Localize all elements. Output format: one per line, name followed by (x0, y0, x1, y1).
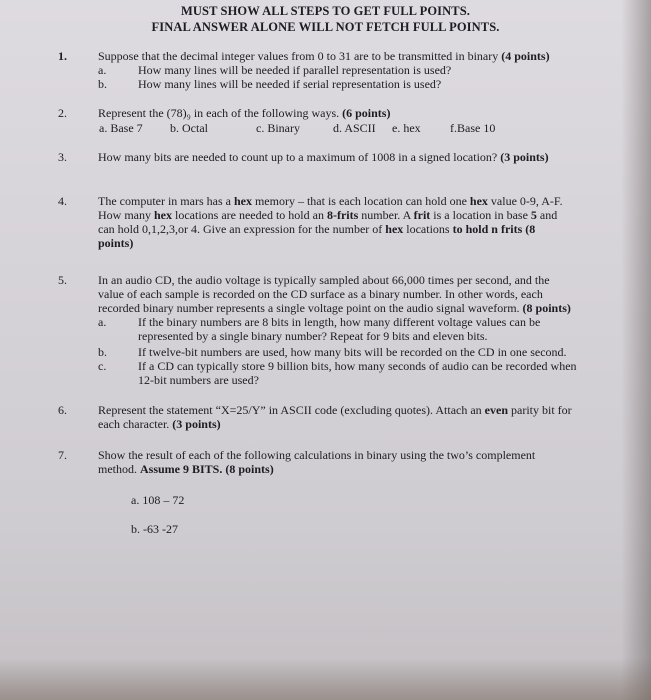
part-label: b. (98, 77, 107, 91)
text-run: (8 (522, 222, 536, 236)
question-number: 4. (58, 194, 67, 208)
part-text: How many lines will be needed if serial representation is used? (138, 77, 442, 91)
table-surface (0, 658, 651, 700)
part-line: 12-bit numbers are used? (138, 373, 259, 387)
text-run: recorded binary number represents a single voltage point on the audio signal waveform. (98, 301, 523, 315)
points-label: (3 points) (500, 150, 549, 164)
part-text (138, 315, 610, 343)
text-run: The computer in mars has a (98, 194, 234, 208)
text-run: 5 (530, 208, 537, 222)
option-octal: b. Octal (170, 121, 208, 135)
calculation-b: b. -63 -27 (131, 522, 178, 536)
part-line: represented by a single binary number? Repeat for 9 bits and eleven bits. (138, 329, 488, 343)
text-run: Assume 9 BITS. (8 points) (140, 462, 274, 476)
question-body (98, 403, 610, 431)
text-run: hex (154, 208, 172, 222)
question-line (98, 462, 610, 476)
question-stem (98, 49, 610, 63)
part-line: If the binary numbers are 8 bits in length, how many different voltage values can be (138, 315, 541, 329)
points-label: points) (98, 236, 134, 250)
question-line (98, 222, 610, 236)
points-label: (8 points) (522, 301, 571, 315)
calculation-a: a. 108 – 72 (131, 493, 185, 507)
part-text: If twelve-bit numbers are used, how many bits will be recorded on the CD in one second. (138, 345, 567, 359)
text-run: and (536, 208, 558, 222)
text-run: value 0-9, A-F. (487, 194, 563, 208)
text-run: hex (469, 194, 488, 208)
question-stem (98, 150, 610, 164)
text-run: even (484, 403, 508, 417)
question-number: 3. (58, 150, 67, 164)
part-label: c. (98, 359, 107, 373)
question-line: Show the result of each of the following calculations in binary using the two’s complement (98, 448, 536, 462)
part-label: a. (98, 63, 107, 77)
text-run: method. (98, 462, 140, 476)
points-label: (3 points) (172, 417, 221, 431)
text-run: Represent the statement “X=25/Y” in ASCII code (excluding quotes). Attach an (98, 403, 485, 417)
option-binary: c. Binary (256, 121, 300, 135)
part-label: b. (98, 345, 107, 359)
question-line (98, 403, 610, 417)
stem-text: How many bits are needed to count up to a maximum of 1008 in a signed location? (98, 150, 498, 164)
text-run: hex (385, 222, 404, 236)
part-text (138, 359, 610, 387)
instruction-line-1: MUST SHOW ALL STEPS TO GET FULL POINTS. (181, 4, 470, 18)
question-body (98, 194, 610, 250)
text-run: frit (413, 208, 431, 222)
page-edge-shadow (621, 0, 651, 700)
text-run: 8-frits (326, 208, 359, 222)
question-line (98, 236, 610, 250)
question-body (98, 448, 610, 476)
question-number: 5. (58, 273, 67, 287)
stem-text: Represent the (78)₉ in each of the following ways. (98, 106, 340, 120)
text-run: to hold n frits (452, 222, 523, 236)
question-line: In an audio CD, the audio voltage is typically sampled about 66,000 times per second, and the (98, 273, 550, 287)
text-run: can hold 0,1,2,3,or 4. Give an expression for the number of (98, 222, 386, 236)
option-hex: e. hex (392, 121, 421, 135)
text-run: number. A (358, 208, 414, 222)
points-label: (6 points) (342, 106, 391, 120)
part-line: If a CD can typically store 9 billion bits, how many seconds of audio can be recorded when (138, 359, 577, 373)
part-text: How many lines will be needed if parallel representation is used? (138, 63, 452, 77)
question-number: 2. (58, 106, 67, 120)
question-number: 1. (58, 49, 67, 63)
points-label: (4 points) (501, 49, 550, 63)
text-run: locations are needed to hold an (172, 208, 327, 222)
text-run: memory – that is each location can hold one (251, 194, 470, 208)
part-label: a. (98, 315, 107, 329)
text-run: parity bit for (508, 403, 572, 417)
text-run: How many (98, 208, 154, 222)
question-line (98, 417, 610, 431)
option-base7: a. Base 7 (99, 121, 143, 135)
option-ascii: d. ASCII (333, 121, 376, 135)
text-run: each character. (98, 417, 173, 431)
option-base10: f.Base 10 (450, 121, 496, 135)
question-line (98, 194, 610, 208)
question-line (98, 301, 610, 315)
stem-text: Suppose that the decimal integer values from 0 to 31 are to be transmitted in binary (98, 49, 499, 63)
instruction-line-2: FINAL ANSWER ALONE WILL NOT FETCH FULL POINTS. (151, 20, 500, 34)
text-run: hex (233, 194, 252, 208)
question-stem (98, 106, 610, 120)
question-number: 6. (58, 403, 67, 417)
question-number: 7. (58, 448, 67, 462)
question-line (98, 208, 610, 222)
question-line: value of each sample is recorded on the CD surface as a binary number. In other words, each (98, 287, 543, 301)
question-body (98, 273, 610, 315)
text-run: locations (403, 222, 453, 236)
text-run: is a location in base (430, 208, 531, 222)
